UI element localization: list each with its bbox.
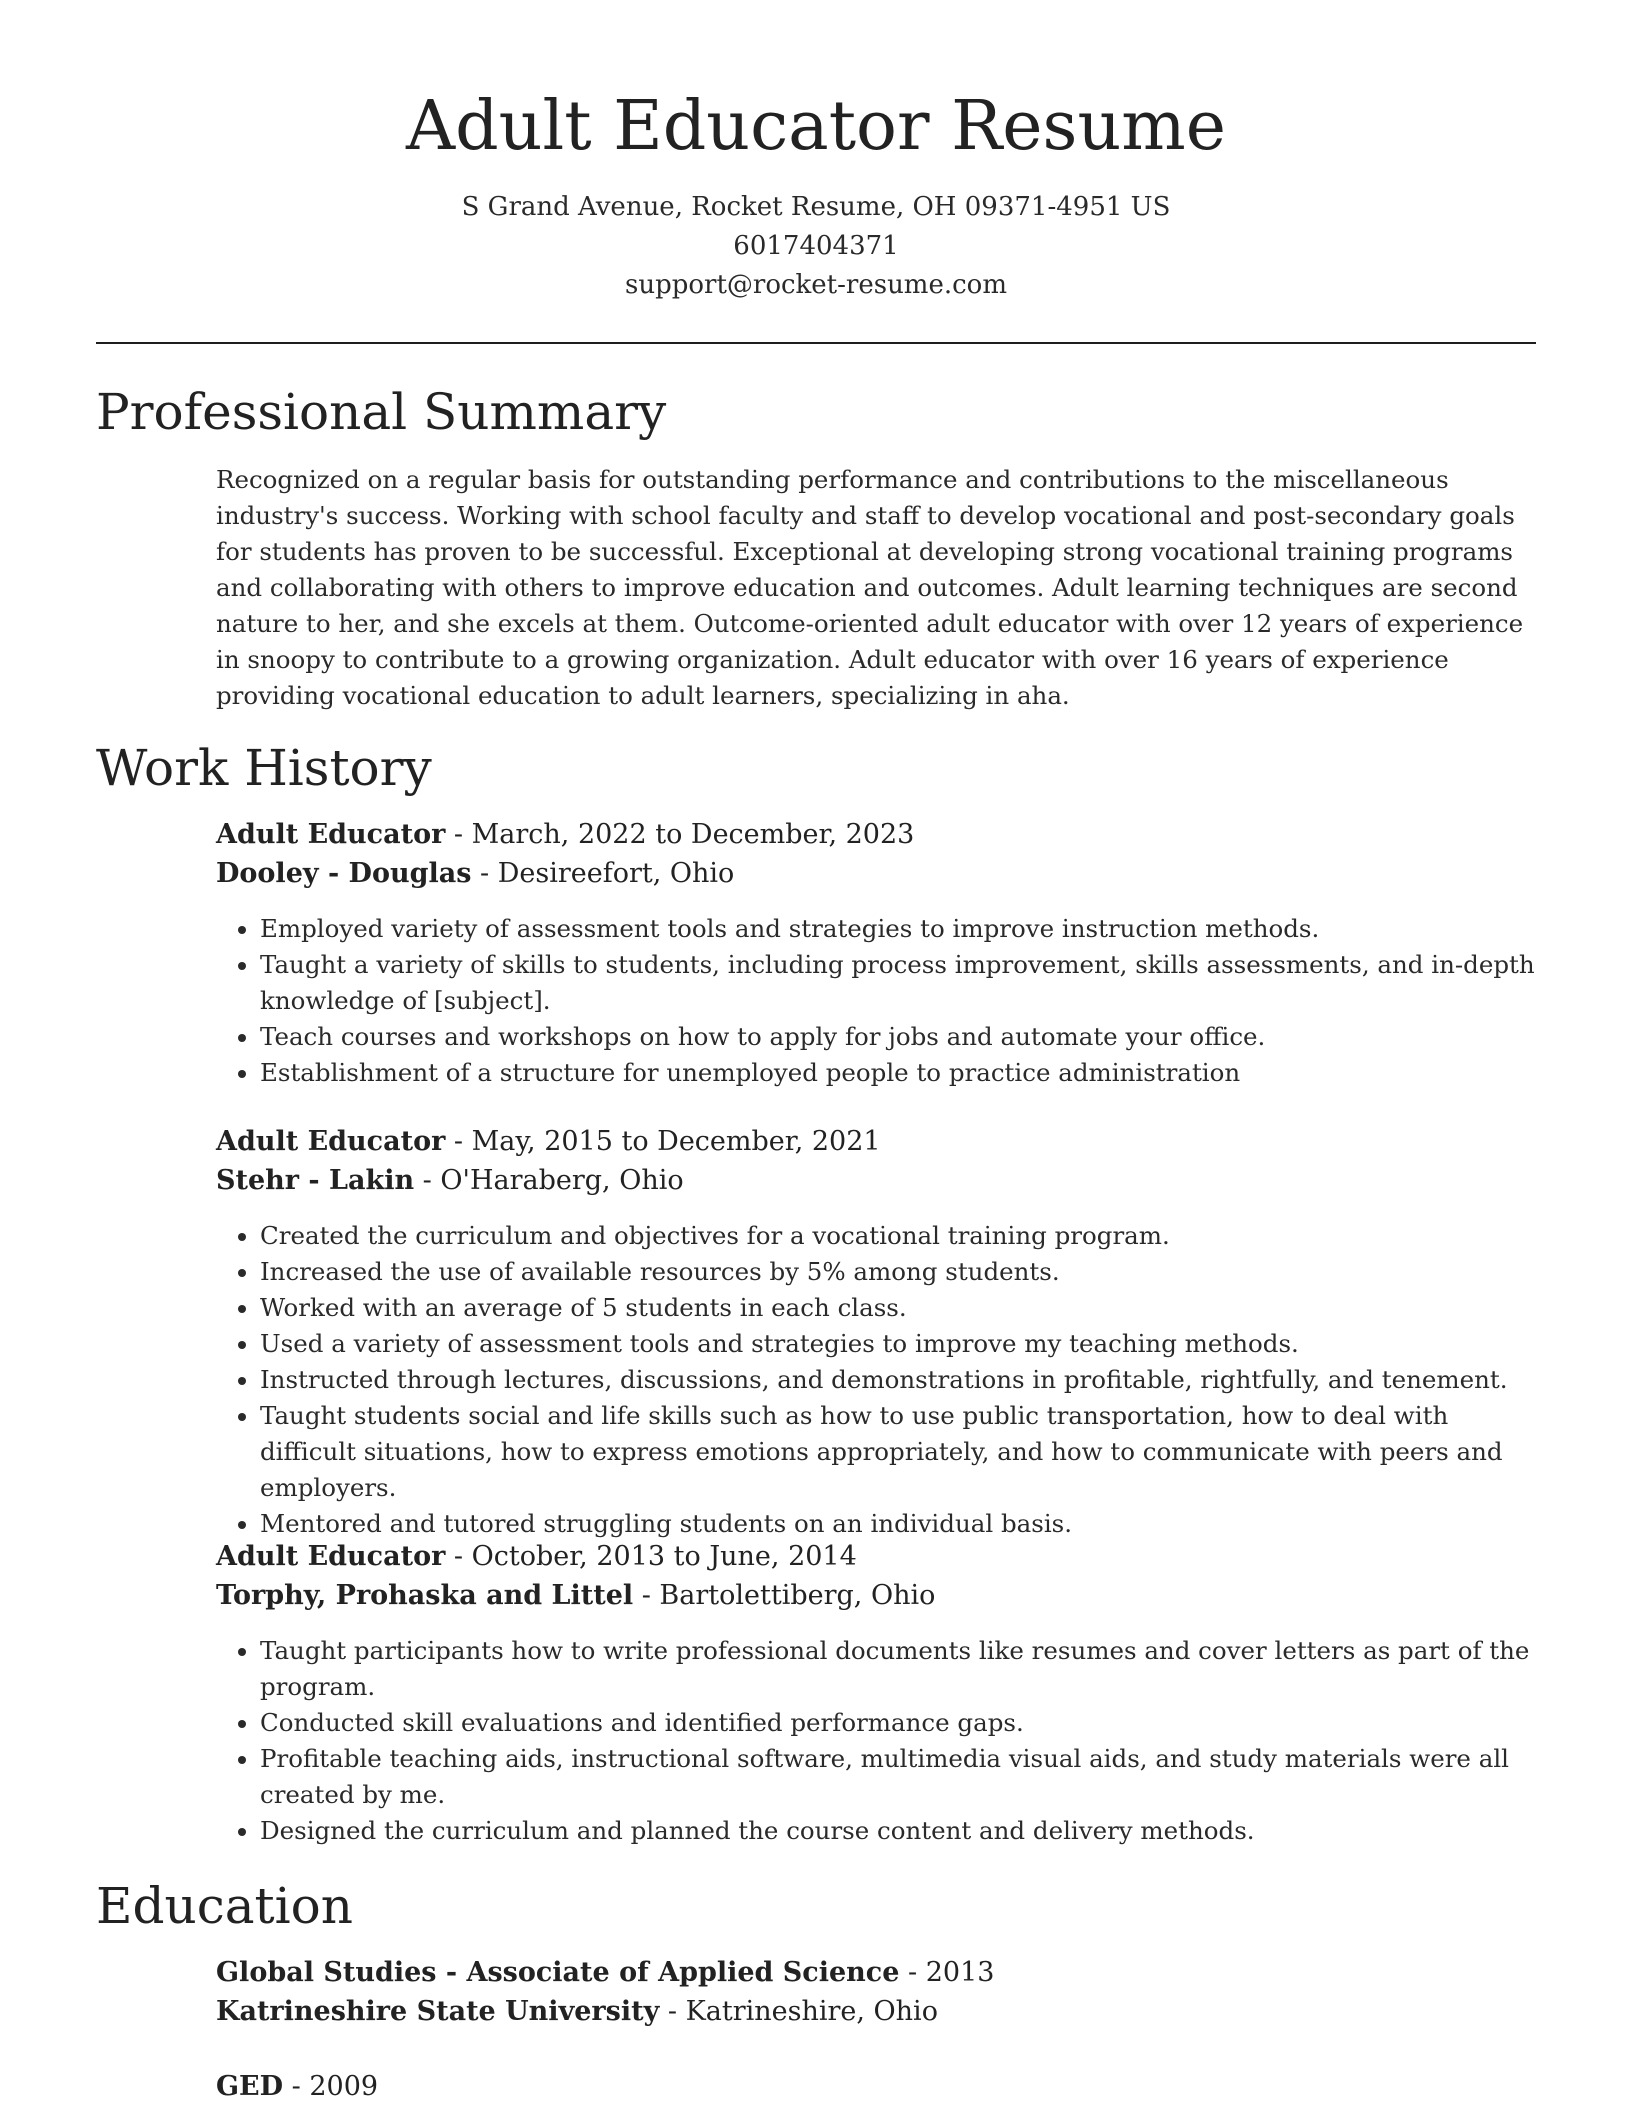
education-field: GED xyxy=(216,2071,284,2102)
job-bullet: • Employed variety of assessment tools and strategies to improve instruction methods. xyxy=(260,911,1536,947)
education-entry xyxy=(216,2067,1536,2106)
job-bullets xyxy=(216,911,1536,1091)
job-dates: - May, 2015 to December, 2021 xyxy=(445,1126,881,1157)
education-school-line xyxy=(216,1992,1536,2031)
education-year: - 2009 xyxy=(283,2071,379,2102)
job-dates: - March, 2022 to December, 2023 xyxy=(445,819,915,850)
job-company: Dooley - Douglas xyxy=(216,858,472,889)
resume-header xyxy=(0,82,1632,305)
job-bullet: • Taught students social and life skills such as how to use public transportation, how to deal with difficult situations, how to express emotions appropriately, and how to communicate with peers and employers. xyxy=(260,1398,1536,1506)
education-degree: - Associate of Applied Science xyxy=(436,1957,900,1988)
job-title: Adult Educator xyxy=(216,1126,446,1157)
job-bullet: • Profitable teaching aids, instructional software, multimedia visual aids, and study materials were all created by me. xyxy=(260,1741,1536,1813)
education-degree-line xyxy=(216,2067,1536,2106)
education-year: - 2013 xyxy=(899,1957,995,1988)
job-bullet: • Created the curriculum and objectives for a vocational training program. xyxy=(260,1218,1536,1254)
resume-title: Adult Educator Resume xyxy=(406,87,1226,166)
work-history-heading: Work History xyxy=(96,739,432,797)
job-location: - Desireefort, Ohio xyxy=(471,858,735,889)
job-bullet: • Designed the curriculum and planned the course content and delivery methods. xyxy=(260,1813,1536,1849)
job-bullet: • Establishment of a structure for unemployed people to practice administration xyxy=(260,1055,1536,1091)
job-bullets xyxy=(216,1633,1536,1849)
summary-heading: Professional Summary xyxy=(96,383,667,441)
job-bullet: • Taught a variety of skills to students, including process improvement, skills assessments, and in-depth knowledge of [subject]. xyxy=(260,947,1536,1019)
job-entry xyxy=(216,1537,1536,1849)
job-bullet: • Conducted skill evaluations and identified performance gaps. xyxy=(260,1705,1536,1741)
job-location: - Bartolettiberg, Ohio xyxy=(633,1580,936,1611)
education-entry xyxy=(216,1953,1536,2031)
education-field: Global Studies xyxy=(216,1957,437,1988)
job-title-line xyxy=(216,1122,1536,1161)
job-title-line xyxy=(216,815,1536,854)
job-bullet: • Worked with an average of 5 students in each class. xyxy=(260,1290,1536,1326)
job-company-line xyxy=(216,1161,1536,1200)
contact-phone: 6017404371 xyxy=(733,231,899,261)
job-company-line xyxy=(216,854,1536,893)
education-heading: Education xyxy=(96,1877,353,1935)
summary-text: Recognized on a regular basis for outstanding performance and contributions to the miscellaneous industry's success. Working with school faculty and staff to develop vocational and post-secondary goals for students has proven to be successful. Exceptional at developing strong vocational training programs and collaborating with others to improve education and outcomes. Adult learning techniques are second nature to her, and she excels at them. Outcome-oriented adult educator with over 12 years of experience in snoopy to contribute to a growing organization. Adult educator with over 16 years of experience providing vocational education to adult learners, specializing in aha. xyxy=(216,465,1524,710)
job-title: Adult Educator xyxy=(216,819,446,850)
job-title: Adult Educator xyxy=(216,1541,446,1572)
header-divider xyxy=(96,342,1536,344)
education-degree-line xyxy=(216,1953,1536,1992)
job-bullet: • Used a variety of assessment tools and strategies to improve my teaching methods. xyxy=(260,1326,1536,1362)
contact-email: support@rocket-resume.com xyxy=(624,270,1007,300)
job-entry xyxy=(216,1122,1536,1542)
education-school: Katrineshire State University xyxy=(216,1996,660,2027)
job-company-line xyxy=(216,1576,1536,1615)
job-title-line xyxy=(216,1537,1536,1576)
job-company: Stehr - Lakin xyxy=(216,1165,415,1196)
summary-block xyxy=(216,462,1536,714)
job-location: - O'Haraberg, Ohio xyxy=(414,1165,684,1196)
contact-address: S Grand Avenue, Rocket Resume, OH 09371-4951 US xyxy=(461,192,1171,222)
job-bullet: • Increased the use of available resources by 5% among students. xyxy=(260,1254,1536,1290)
job-entry xyxy=(216,815,1536,1091)
job-bullet: • Taught participants how to write professional documents like resumes and cover letters as part of the program. xyxy=(260,1633,1536,1705)
job-bullet: • Teach courses and workshops on how to apply for jobs and automate your office. xyxy=(260,1019,1536,1055)
job-bullet: • Instructed through lectures, discussions, and demonstrations in profitable, rightfully, and tenement. xyxy=(260,1362,1536,1398)
job-dates: - October, 2013 to June, 2014 xyxy=(445,1541,857,1572)
education-location: - Katrineshire, Ohio xyxy=(659,1996,938,2027)
job-bullets xyxy=(216,1218,1536,1542)
job-company: Torphy, Prohaska and Littel xyxy=(216,1580,634,1611)
job-bullet: • Mentored and tutored struggling students on an individual basis. xyxy=(260,1506,1536,1542)
